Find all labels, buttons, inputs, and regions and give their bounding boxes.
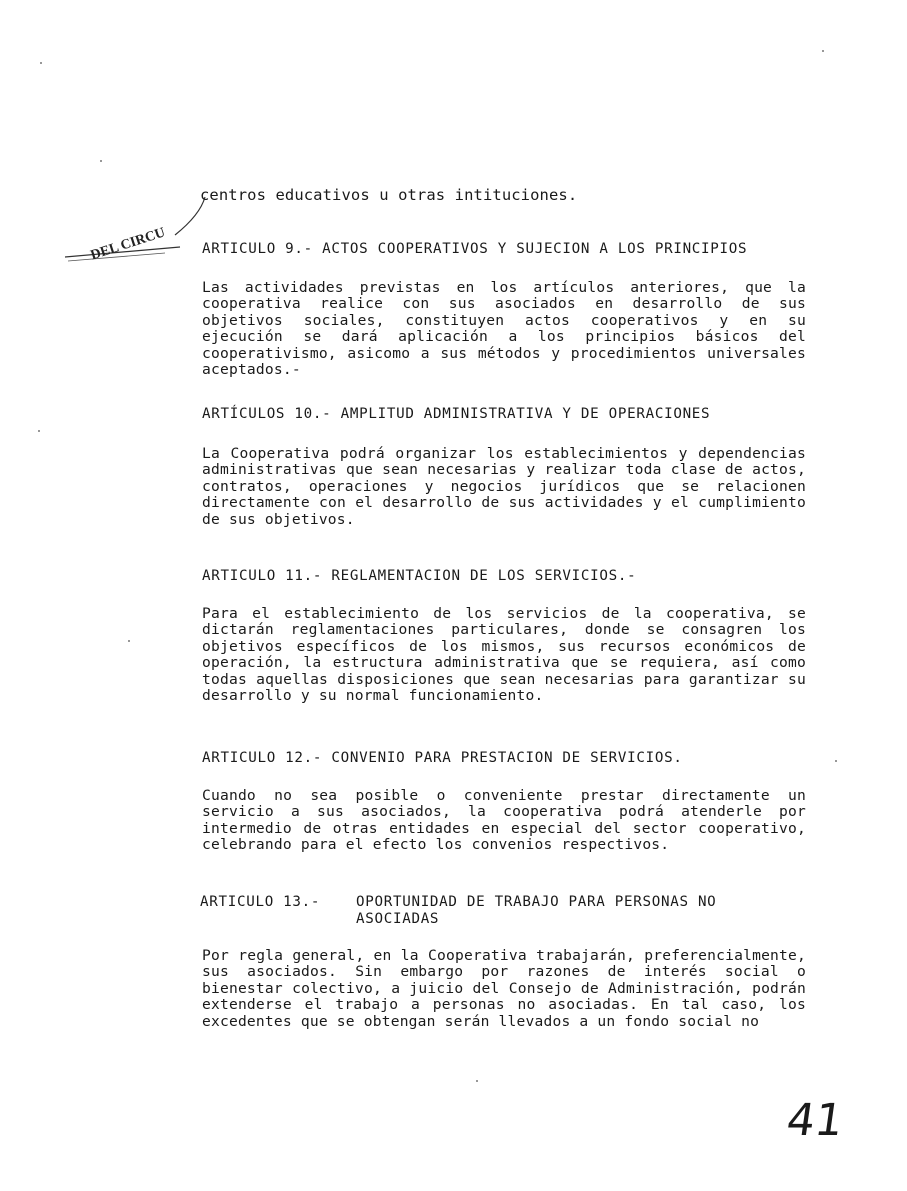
scan-speck [476,1080,478,1082]
scan-speck [128,640,130,642]
scan-speck [38,430,40,432]
article-13-heading-line-1: OPORTUNIDAD DE TRABAJO PARA PERSONAS NO [356,894,717,910]
scan-speck [100,160,102,162]
page-number [783,1085,850,1155]
article-12-body: Cuando no sea posible o conveniente prestar directamente un servicio a sus asociados, la cooperativa podrá atenderle por intermedio de otras entidades en especial del sector cooperativo, celebrando para el efecto los convenios respectivos. [202,787,806,854]
article-13-heading-line-2: ASOCIADAS [356,911,440,927]
article-13-heading-number: ARTICULO 13.- [200,894,321,910]
article-13-body: Por regla general, en la Cooperativa trabajarán, preferencialmente, sus asociados. Sin embargo por razones de interés social o bienestar colectivo, a juicio del Consejo de Administración, podrán extenderse el trabajo a personas no asociadas. En tal caso, los excedentes que se obtengan serán llevados a un fondo social no [202,947,806,1030]
scan-speck [822,50,824,52]
scan-speck [40,62,42,64]
page-number-text: 41 [783,1095,847,1146]
article-9-heading: ARTICULO 9.- ACTOS COOPERATIVOS Y SUJECION A LOS PRINCIPIOS [202,241,748,257]
article-11-body: Para el establecimiento de los servicios de la cooperativa, se dictarán reglamentaciones particulares, donde se consagren los objetivos específicos de los mismos, sus recursos económicos de operación, la estructura administrativa que se requiera, así como todas aquellas disposiciones que sean necesarias para garantizar su desarrollo y su normal funcionamiento. [202,605,806,705]
stamp-icon [60,195,210,275]
stamp-text: DEL CIRCU [88,225,168,264]
article-11-heading: ARTICULO 11.- REGLAMENTACION DE LOS SERVICIOS.- [202,568,637,584]
continuation-line: centros educativos u otras intituciones. [200,186,578,204]
scan-speck [835,760,837,762]
article-10-body: La Cooperativa podrá organizar los establecimientos y dependencias administrativas que sean necesarias y realizar toda clase de actos, contratos, operaciones y negocios jurídicos que se relacionen directamente con el desarrollo de sus actividades y el cumplimiento de sus objetivos. [202,445,806,528]
article-9-body: Las actividades previstas en los artículos anteriores, que la cooperativa realice con sus asociados en desarrollo de sus objetivos sociales, constituyen actos cooperativos y en su ejecución se dará aplicación a los principios básicos del cooperativismo, asicomo a sus métodos y procedimientos universales aceptados.- [202,279,806,379]
article-12-heading: ARTICULO 12.- CONVENIO PARA PRESTACION DE SERVICIOS. [202,750,683,766]
article-10-heading: ARTÍCULOS 10.- AMPLITUD ADMINISTRATIVA Y DE OPERACIONES [202,406,711,422]
